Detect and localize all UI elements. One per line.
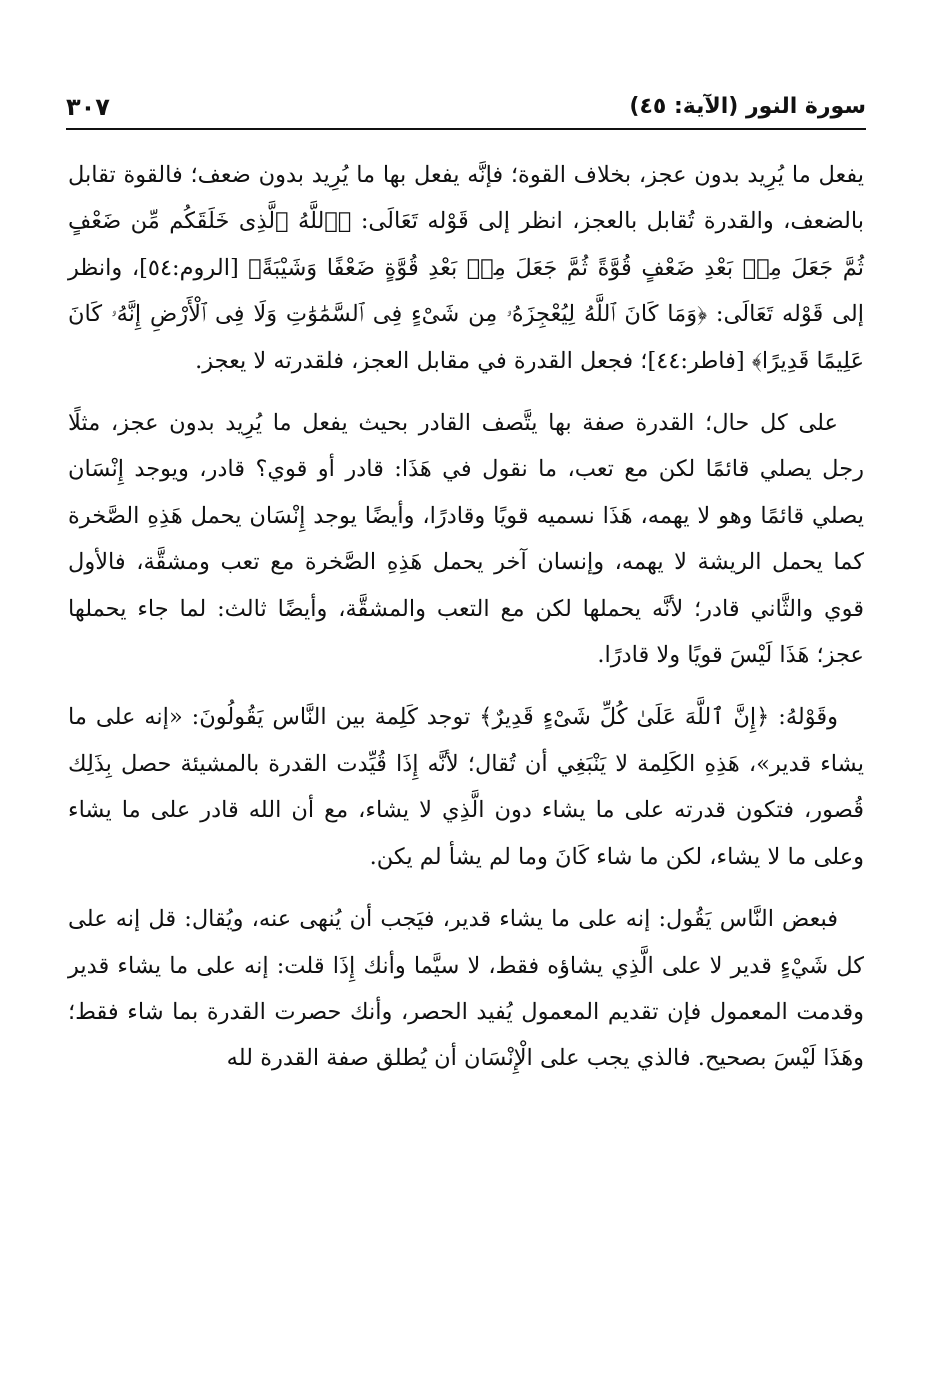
paragraph-2: على كل حال؛ القدرة صفة بها يتَّصف القادر بحيث يفعل ما يُرِيد بدون عجز، مثلًا رجل يصلي قائمًا لكن مع تعب، ما نقول في هَذَا: قادر أو قوي؟ قادر، ويوجد إِنْسَان يصلي قائمًا وهو لا يهمه، هَذَا نسميه قويًا وقادرًا، وأيضًا يوجد إِنْسَان يحمل هَذِهِ الصَّخرة كما يحمل الريشة لا يهمه، وإنسان آخر يحمل هَذِهِ الصَّخرة مع تعب ومشقَّة، فالأول قوي والثَّاني قادر؛ لأنَّه يحملها لكن مع التعب والمشقَّة، وأيضًا ثالث: لما جاء يحملها عجز؛ هَذَا لَيْسَ قويًا ولا قادرًا.	[68, 410, 864, 669]
paragraph-3: وقَوْلهُ: ﴿إِنَّ ٱللَّهَ عَلَىٰ كُلِّ شَىْءٍ قَدِيرٌ﴾ توجد كَلِمة بين النَّاس يَقُولُونَ: «إنه على ما يشاء قدير»، هَذِهِ الكَلِمة لا يَنْبَغِي أن تُقال؛ لأنَّه إِذَا قُيِّدت القدرة بالمشيئة حصل بِذَلِك قُصور، فتكون قدرته على ما يشاء دون الَّذِي لا يشاء، مع أن الله قادر على ما يشاء وعلى ما لا يشاء، لكن ما شاء كَانَ وما لم يشأ لم يكن.	[68, 704, 864, 870]
paragraph-4: فبعض النَّاس يَقُول: إنه على ما يشاء قدير، فيَجب أن يُنهى عنه، ويُقال: قل إنه على كل شَيْءٍ قدير لا على الَّذِي يشاؤه فقط، لا سيَّما وأنك إِذَا قلت: إنه على ما يشاء قدير وقدمت المعمول فإن تقديم المعمول يُفيد الحصر، وأنك حصرت القدرة بما شاء فقط؛ وهَذَا لَيْسَ بصحيح. فالذي يجب على الْإِنْسَان أن يُطلق صفة القدرة لله	[68, 906, 864, 1072]
surah-title: سورة النور (الآية: ٤٥)	[629, 94, 866, 119]
page-number: ٣٠٧	[66, 93, 110, 121]
paragraph-1: يفعل ما يُرِيد بدون عجز، بخلاف القوة؛ فإنَّه يفعل بها ما يُرِيد بدون ضعف؛ فالقوة تقابل بالضعف، والقدرة تُقابل بالعجز، انظر إلى قَوْله تَعَالَى: ﴿ٱللَّهُ ٱلَّذِى خَلَقَكُم مِّن ضَعْفٍ ثُمَّ جَعَلَ مِنۢ بَعْدِ ضَعْفٍ قُوَّةً ثُمَّ جَعَلَ مِنۢ بَعْدِ قُوَّةٍ ضَعْفًا وَشَيْبَةً﴾ [الروم:٥٤]، وانظر إلى قَوْله تَعَالَى: ﴿وَمَا كَانَ ٱللَّهُ لِيُعْجِزَهُۥ مِن شَىْءٍ فِى ٱلسَّمَٰوَٰتِ وَلَا فِى ٱلْأَرْضِ إِنَّهُۥ كَانَ عَلِيمًا قَدِيرًا﴾ [فاطر:٤٤]؛ فجعل القدرة في مقابل العجز، فلقدرته لا يعجز.	[68, 162, 864, 374]
page-body	[68, 152, 864, 1082]
header-divider	[66, 128, 866, 130]
page-header	[66, 92, 866, 132]
